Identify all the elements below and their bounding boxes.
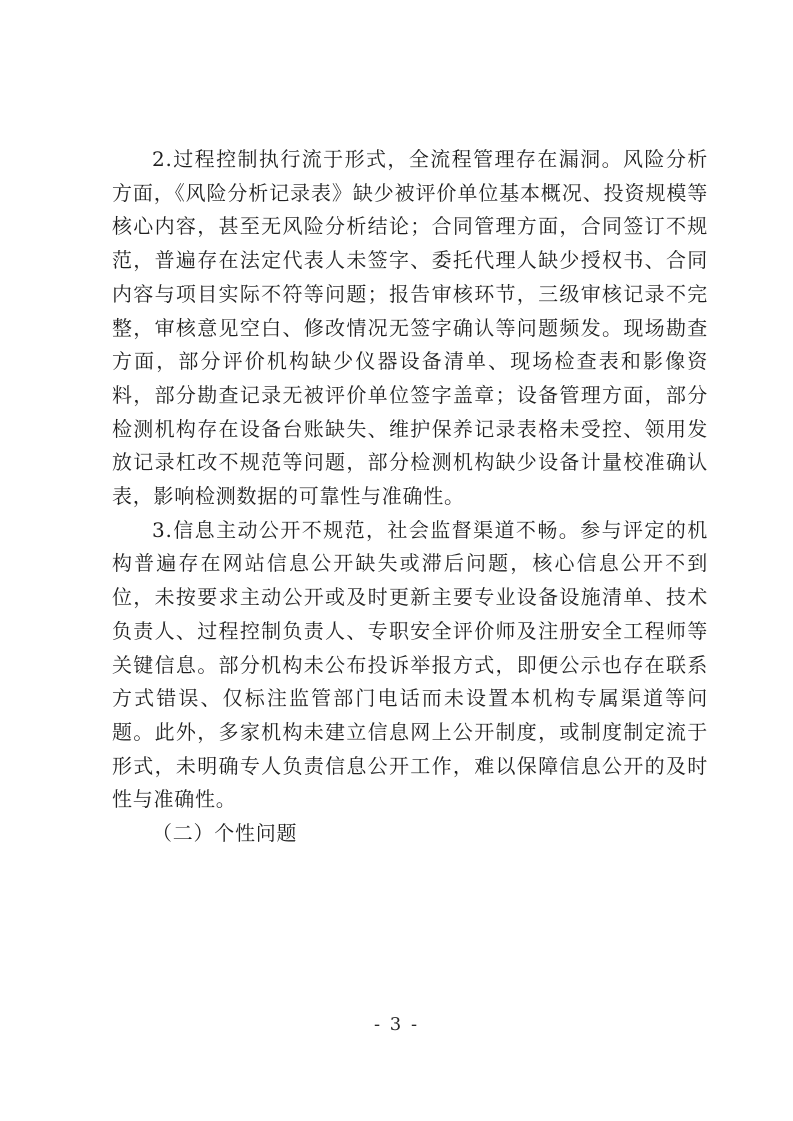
section-heading: （二）个性问题 — [152, 821, 298, 846]
page-number: - 3 - — [373, 1014, 420, 1035]
paragraph-process-control: 2.过程控制执行流于形式，全流程管理存在漏洞。风险分析方面，《风险分析记录表》缺少被评价单位基本概况、投资规模等核心内容，甚至无风险分析结论；合同管理方面，合同签订不规范，普遍存在法定代表人未签字、委托代理人缺少授权书、合同内容与项目实际不符等问题；报告审核环节，三级审核记录不完整，审核意见空白、修改情况无签字确认等问题频发。现场勘查方面，部分评价机构缺少仪器设备清单、现场检查表和影像资料，部分勘查记录无被评价单位签字盖章；设备管理方面，部分检测机构存在设备台账缺失、维护保养记录表格未受控、领用发放记录杠改不规范等问题，部分检测机构缺少设备计量校准确认表，影响检测数据的可靠性与准确性。 — [112, 147, 708, 509]
document-body — [112, 143, 708, 851]
paragraph-information-disclosure: 3.信息主动公开不规范，社会监督渠道不畅。参与评定的机构普遍存在网站信息公开缺失或滞后问题，核心信息公开不到位，未按要求主动公开或及时更新主要专业设备设施清单、技术负责人、过程控制负责人、专职安全评价师及注册安全工程师等关键信息。部分机构未公布投诉举报方式，即便公示也存在联系方式错误、仅标注监管部门电话而未设置本机构专属渠道等问题。此外，多家机构未建立信息网上公开制度，或制度制定流于形式，未明确专人负责信息公开工作，难以保障信息公开的及时性与准确性。 — [112, 517, 708, 812]
